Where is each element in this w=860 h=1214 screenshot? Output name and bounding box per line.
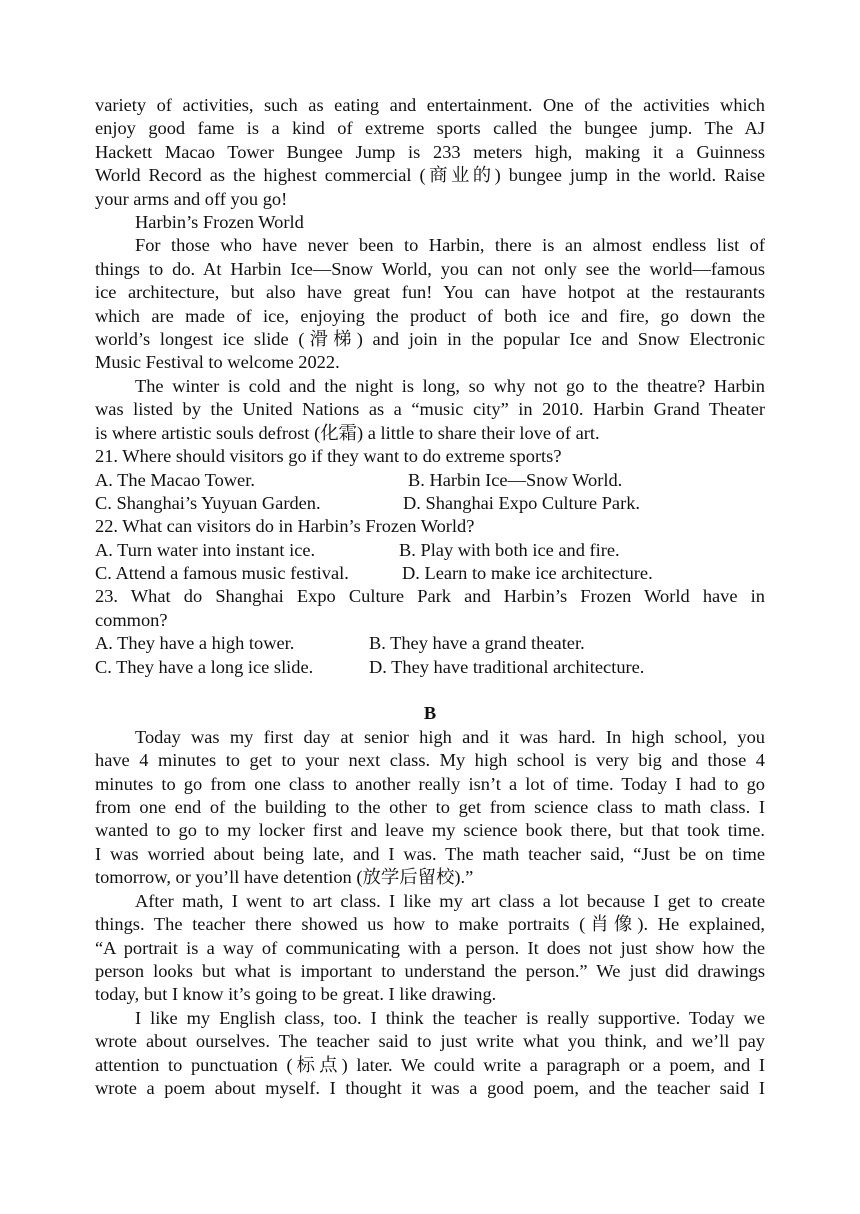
text-line: have 4 minutes to get to your next class. My high school is very big and those 4 (95, 750, 765, 771)
options-row (95, 539, 765, 562)
text-line: attention to punctuation (标点) later. We could write a paragraph or a poem, and I (95, 1054, 765, 1075)
text-line: today, but I know it’s going to be great. I like drawing. (95, 984, 497, 1005)
text-line: tomorrow, or you’ll have detention (放学后留校).” (95, 867, 474, 888)
option-c: C. Shanghai’s Yuyuan Garden. (95, 492, 321, 513)
option-b: B. Harbin Ice—Snow World. (408, 469, 623, 490)
option-d: D. They have traditional architecture. (369, 656, 645, 677)
text-line: ice architecture, but also have great fun! You can have hotpot at the restaurants (95, 282, 765, 303)
section-heading-b: B (423, 703, 437, 724)
text-line: things. The teacher there showed us how to make portraits (肖像). He explained, (95, 914, 765, 935)
text-line: is where artistic souls defrost (化霜) a little to share their love of art. (95, 422, 600, 443)
paragraph-english-class (95, 1007, 765, 1101)
text-line: which are made of ice, enjoying the product of both ice and fire, go down the (95, 305, 765, 326)
paragraph-theatre (95, 375, 765, 445)
text-line: Music Festival to welcome 2022. (95, 352, 340, 373)
text-line: “A portrait is a way of communicating with a person. It does not just show how the (95, 937, 765, 958)
text-line: After math, I went to art class. I like my art class a lot because I get to create (135, 890, 765, 911)
paragraph-macao-tower (95, 94, 765, 211)
option-d: D. Shanghai Expo Culture Park. (403, 492, 641, 513)
question-22 (95, 515, 765, 585)
question-stem-continued: common? (95, 609, 168, 630)
section-subheading: Harbin’s Frozen World (135, 212, 304, 233)
text-line: world’s longest ice slide (滑梯) and join in the popular Ice and Snow Electronic (95, 329, 765, 350)
option-a: A. They have a high tower. (95, 633, 295, 654)
page-content (95, 94, 765, 1100)
option-d: D. Learn to make ice architecture. (402, 563, 653, 584)
text-line: enjoy good fame is a kind of extreme sports called the bungee jump. The AJ (95, 118, 765, 139)
text-line: The winter is cold and the night is long, so why not go to the theatre? Harbin (135, 375, 765, 396)
paragraph-harbin (95, 234, 765, 374)
text-line: things to do. At Harbin Ice—Snow World, you can not only see the world—famous (95, 258, 765, 279)
text-line: wrote about ourselves. The teacher said to just write what you think, and we’ll pay (95, 1031, 765, 1052)
question-stem: 23. What do Shanghai Expo Culture Park and Harbin’s Frozen World have in (95, 586, 765, 607)
option-b: B. They have a grand theater. (369, 633, 585, 654)
text-line: was listed by the United Nations as a “music city” in 2010. Harbin Grand Theater (95, 399, 765, 420)
options-row (95, 632, 765, 655)
text-line: wanted to go to my locker first and leave my science book there, but that took time. (95, 820, 765, 841)
option-a: A. The Macao Tower. (95, 469, 255, 490)
option-b: B. Play with both ice and fire. (399, 539, 620, 560)
text-line: Today was my first day at senior high and it was hard. In high school, you (135, 726, 765, 747)
options-row (95, 656, 765, 679)
question-23 (95, 585, 765, 679)
option-c: C. Attend a famous music festival. (95, 563, 349, 584)
text-line: World Record as the highest commercial (商业的) bungee jump in the world. Raise (95, 165, 765, 186)
question-stem: 21. Where should visitors go if they want to do extreme sports? (95, 446, 562, 467)
question-stem: 22. What can visitors do in Harbin’s Frozen World? (95, 516, 475, 537)
options-row (95, 469, 765, 492)
text-line: from one end of the building to the other to get from science class to math class. I (95, 797, 765, 818)
text-line: For those who have never been to Harbin, there is an almost endless list of (135, 235, 765, 256)
text-line: your arms and off you go! (95, 188, 288, 209)
text-line: minutes to go from one class to another really isn’t a lot of time. Today I had to go (95, 773, 765, 794)
options-row (95, 562, 765, 585)
text-line: I was worried about being late, and I was. The math teacher said, “Just be on time (95, 843, 765, 864)
text-line: wrote a poem about myself. I thought it was a good poem, and the teacher said I (95, 1077, 765, 1098)
text-line: I like my English class, too. I think the teacher is really supportive. Today we (135, 1007, 765, 1028)
paragraph-art-class (95, 890, 765, 1007)
text-line: person looks but what is important to understand the person.” We just did drawings (95, 960, 765, 981)
option-c: C. They have a long ice slide. (95, 656, 314, 677)
section-gap (95, 679, 765, 702)
option-a: A. Turn water into instant ice. (95, 539, 316, 560)
text-line: Hackett Macao Tower Bungee Jump is 233 meters high, making it a Guinness (95, 141, 765, 162)
text-line: variety of activities, such as eating and entertainment. One of the activities which (95, 95, 765, 115)
question-21 (95, 445, 765, 515)
options-row (95, 492, 765, 515)
paragraph-first-day (95, 726, 765, 890)
